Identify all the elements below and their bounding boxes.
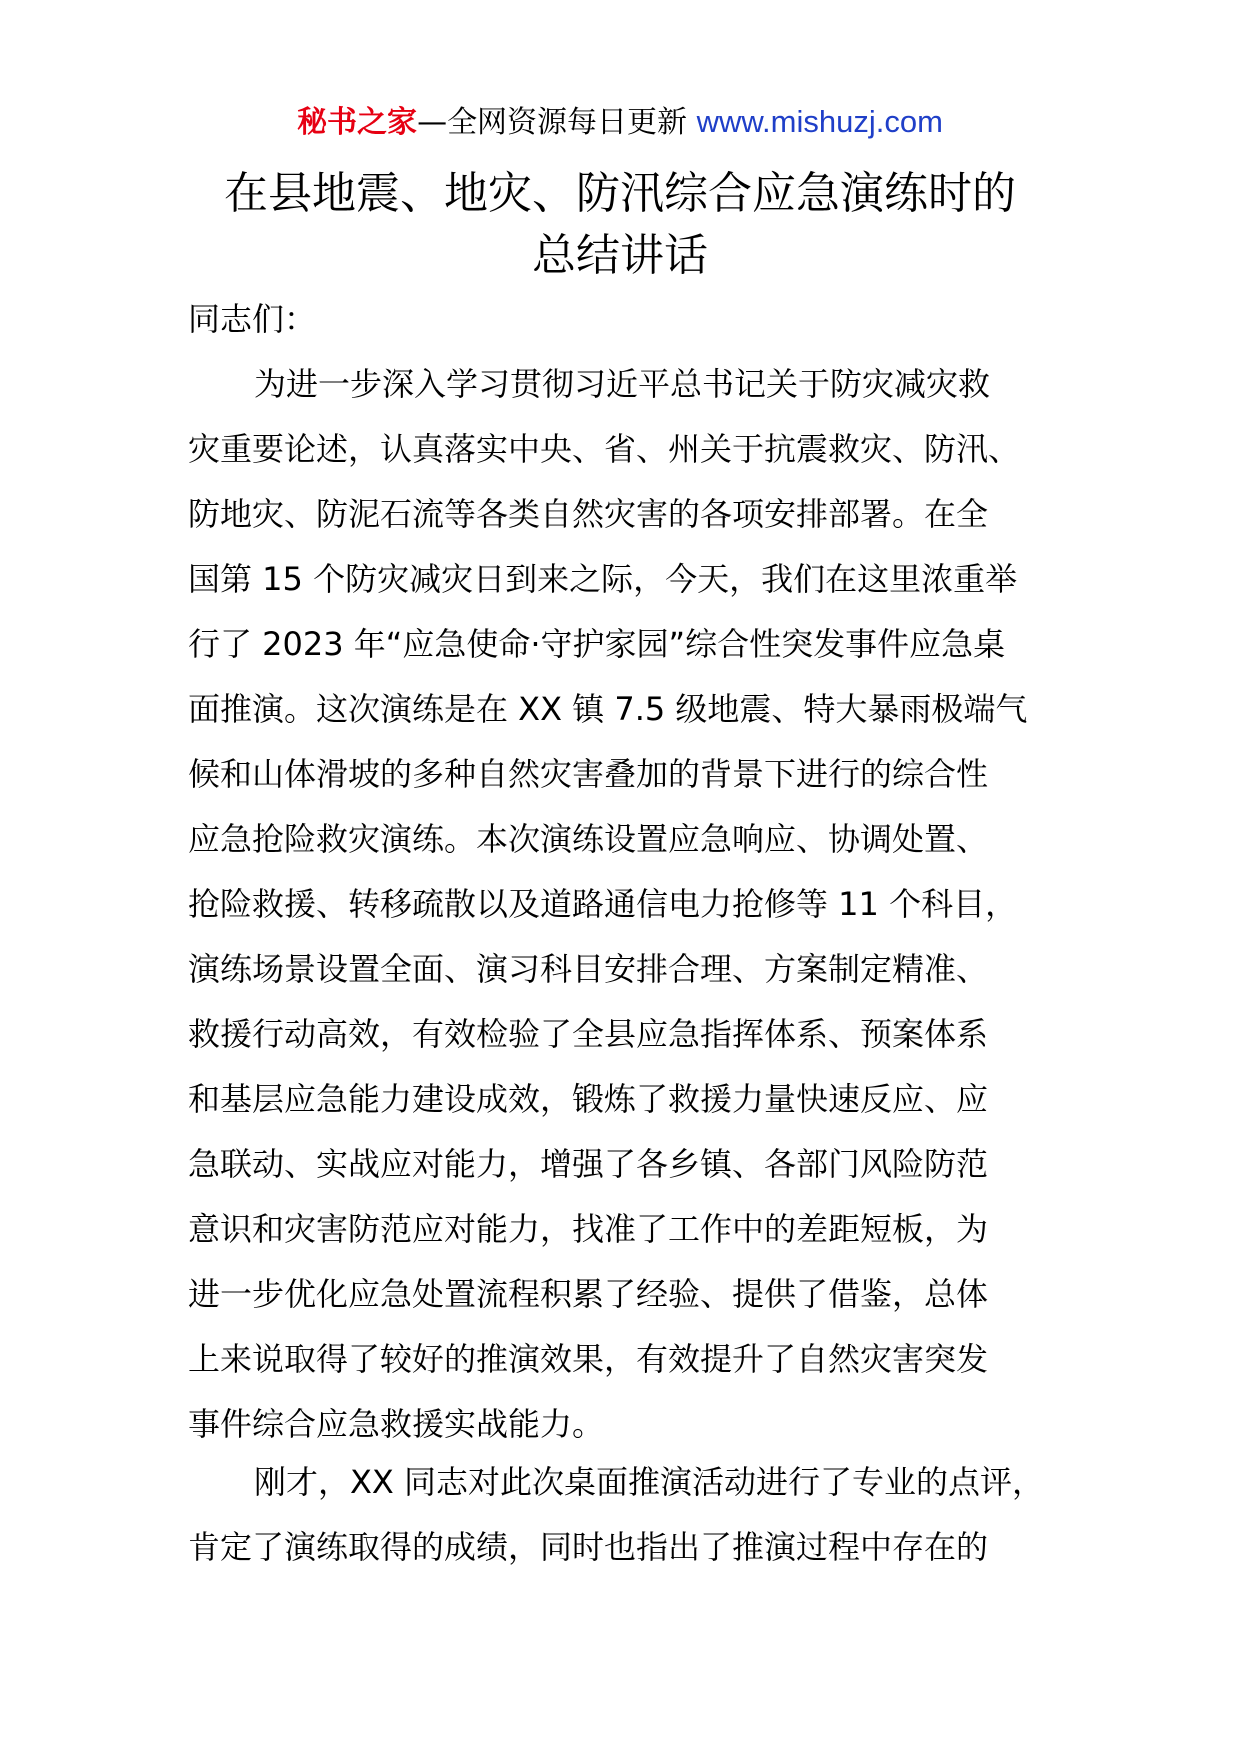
text-line: 应急抢险救灾演练。本次演练设置应急响应、协调处置、 (188, 820, 989, 858)
text-line: 肯定了演练取得的成绩，同时也指出了推演过程中存在的 (188, 1528, 989, 1566)
text-line: 急联动、实战应对能力，增强了各乡镇、各部门风险防范 (188, 1145, 989, 1183)
site-brand: 秘书之家 (297, 105, 418, 140)
paragraph-2 (188, 1460, 1044, 1590)
text-line: 面推演。这次演练是在 XX 镇 7.5 级地震、特大暴雨极端气 (188, 690, 1028, 728)
text-line: 刚才，XX 同志对此次桌面推演活动进行了专业的点评， (254, 1463, 1045, 1501)
title-line-1: 在县地震、地灾、防汛综合应急演练时的 (224, 168, 1016, 219)
text-line: 候和山体滑坡的多种自然灾害叠加的背景下进行的综合性 (188, 755, 989, 793)
salutation: 同志们： (188, 300, 317, 338)
text-line: 抢险救援、转移疏散以及道路通信电力抢修等 11 个科目， (188, 885, 1018, 923)
text-line: 行了 2023 年“应急使命·守护家园”综合性突发事件应急桌 (188, 625, 1006, 663)
text-line: 意识和灾害防范应对能力，找准了工作中的差距短板，为 (188, 1210, 989, 1248)
site-header (0, 100, 1240, 145)
text-line: 演练场景设置全面、演习科目安排合理、方案制定精准、 (188, 950, 989, 988)
text-line: 为进一步深入学习贯彻习近平总书记关于防灾减灾救 (254, 365, 991, 403)
text-line: 防地灾、防泥石流等各类自然灾害的各项安排部署。在全 (188, 495, 989, 533)
paragraph-1 (188, 362, 1027, 1467)
text-line: 救援行动高效，有效检验了全县应急指挥体系、预案体系 (188, 1015, 989, 1053)
document-title (120, 163, 1120, 287)
text-line: 国第 15 个防灾减灾日到来之际，今天，我们在这里浓重举 (188, 560, 1018, 598)
site-url-link[interactable]: www.mishuzj.com (696, 104, 943, 139)
text-line: 事件综合应急救援实战能力。 (188, 1405, 605, 1443)
title-line-2: 总结讲话 (532, 230, 708, 281)
site-tagline: —全网资源每日更新 (417, 105, 688, 140)
text-line: 上来说取得了较好的推演效果，有效提升了自然灾害突发 (188, 1340, 989, 1378)
text-line: 进一步优化应急处置流程积累了经验、提供了借鉴，总体 (188, 1275, 989, 1313)
text-line: 灾重要论述，认真落实中央、省、州关于抗震救灾、防汛、 (188, 430, 1021, 468)
text-line: 和基层应急能力建设成效，锻炼了救援力量快速反应、应 (188, 1080, 989, 1118)
